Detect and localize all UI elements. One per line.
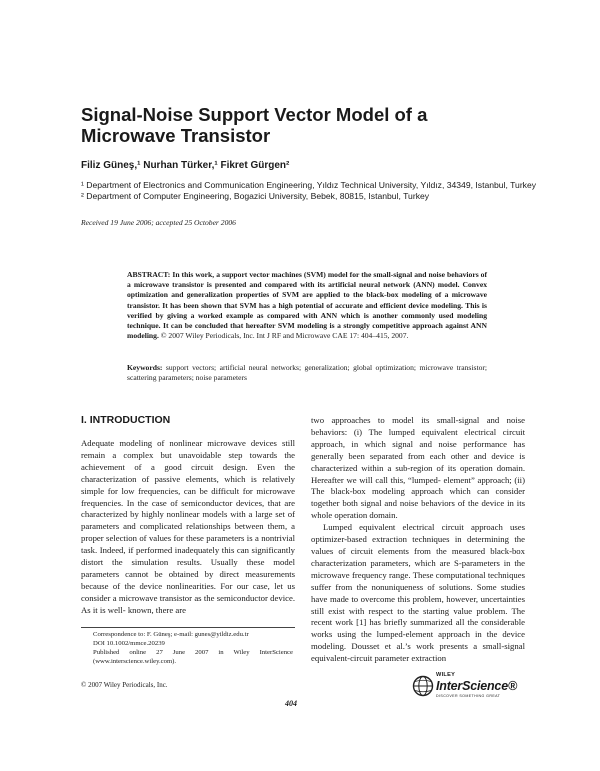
abstract-text: In this work, a support vector machines (SVM) model for the small-signal and noise behaviors of a microwave transistor is presented and compared with its artificial neural network (ANN) model. Convex optimization and generalization properties of SVM are applied to the black-box modeling of a microwave transistor. It has been shown that SVM has a high potential of accurate and efficient device modeling. This is verified by giving a worked example as compared with ANN which is another commonly used modeling technique. It can be concluded that hereafter SVM modeling is a strongly competitive approach against ANN modeling.: [127, 270, 487, 341]
logo-interscience: InterScience®: [436, 679, 517, 693]
keywords: [127, 363, 487, 383]
globe-icon: [412, 675, 434, 697]
page-number: 404: [285, 699, 297, 708]
received-dates: Received 19 June 2006; accepted 25 October 2006: [81, 218, 236, 227]
intro-paragraph-3: Lumped equivalent electrical circuit approach uses optimizer-based extraction techniques in determining the values of circuit elements from the measured black-box characterization parameters, which are S-parameters in the microwave frequency range. These computational techniques suffer from the nonuniqueness of solutions. Some studies have made to overcome this problem, however, uncertainties still exist with respect to the starting value problem. The recent work [1] has briefly summarized all the considerable works using the lumped-element approach in the device modeling. Dousset et al.’s work presents a small-signal equivalent-circuit parameter extraction: [311, 522, 525, 664]
footnote-divider: [81, 627, 295, 628]
affiliations: [81, 180, 551, 202]
left-column: [81, 438, 295, 617]
logo-tagline: DISCOVER SOMETHING GREAT: [436, 694, 501, 698]
logo-wiley: WILEY: [436, 672, 456, 678]
article-title: Signal-Noise Support Vector Model of a Microwave Transistor: [81, 104, 428, 146]
footnote: [93, 631, 293, 667]
abstract-label: ABSTRACT:: [127, 270, 171, 279]
doi: DOI 10.1002/mmce.20239: [93, 639, 165, 647]
author-list: Filiz Güneş,¹ Nurhan Türker,¹ Fikret Gürgen²: [81, 160, 290, 171]
intro-paragraph-2: two approaches to model its small-signal and noise behaviors: (i) The lumped equivalent electrical circuit approach, in which signal and noise performance has generally been separated from each other and device is characterized within a sub-region of its operation domain. Hereafter we will call this, “lumped- element” approach; (ii) The black-box modeling approach which can consider together both signal and noise behaviors of the device in its whole operation domain.: [311, 415, 525, 521]
correspondence: Correspondence to: F. Güneş; e-mail: gunes@yildiz.edu.tr: [93, 631, 249, 638]
wiley-interscience-logo: [412, 672, 522, 702]
copyright: © 2007 Wiley Periodicals, Inc.: [81, 681, 168, 689]
abstract-citation: © 2007 Wiley Periodicals, Inc. Int J RF and Microwave CAE 17: 404–415, 2007.: [160, 331, 409, 341]
affiliation-2: ² Department of Computer Engineering, Bogazici University, Bebek, 80815, Istanbul, Turkey: [81, 191, 430, 202]
affiliation-1: ¹ Department of Electronics and Communication Engineering, Yıldız Technical University, Yıldız, 34349, Istanbul, Turkey: [81, 180, 537, 190]
section-heading-introduction: I. INTRODUCTION: [81, 414, 171, 426]
keywords-label: Keywords:: [127, 363, 163, 372]
right-column: [311, 415, 525, 665]
published-online: Published online 27 June 2007 in Wiley InterScience (www.interscience.wiley.com).: [93, 648, 293, 665]
intro-paragraph-1: Adequate modeling of nonlinear microwave devices still remain a complex but unavoidable step towards the achievement of a good circuit design. Even the characterization of passive elements, which is relatively simple for low frequencies, can be difficult for microwave frequencies. In the case of semiconductor devices, that are characterized by highly nonlinear models with a large set of parameters and complicated relationships between them, a proper selection of values for these parameters is a nontrivial task. Indeed, if performed inadequately this can significantly distort the simulation results. Usually these model parameters cannot be obtained by direct measurements because of the device nonlinearities. For our case, let us consider a microwave transistor as the semiconductor device. As it is well- known, there are: [81, 438, 295, 615]
abstract: [127, 270, 487, 341]
keywords-text: support vectors; artificial neural networks; generalization; global optimization; microwave transistor; scattering parameters; noise parameters: [127, 363, 487, 383]
